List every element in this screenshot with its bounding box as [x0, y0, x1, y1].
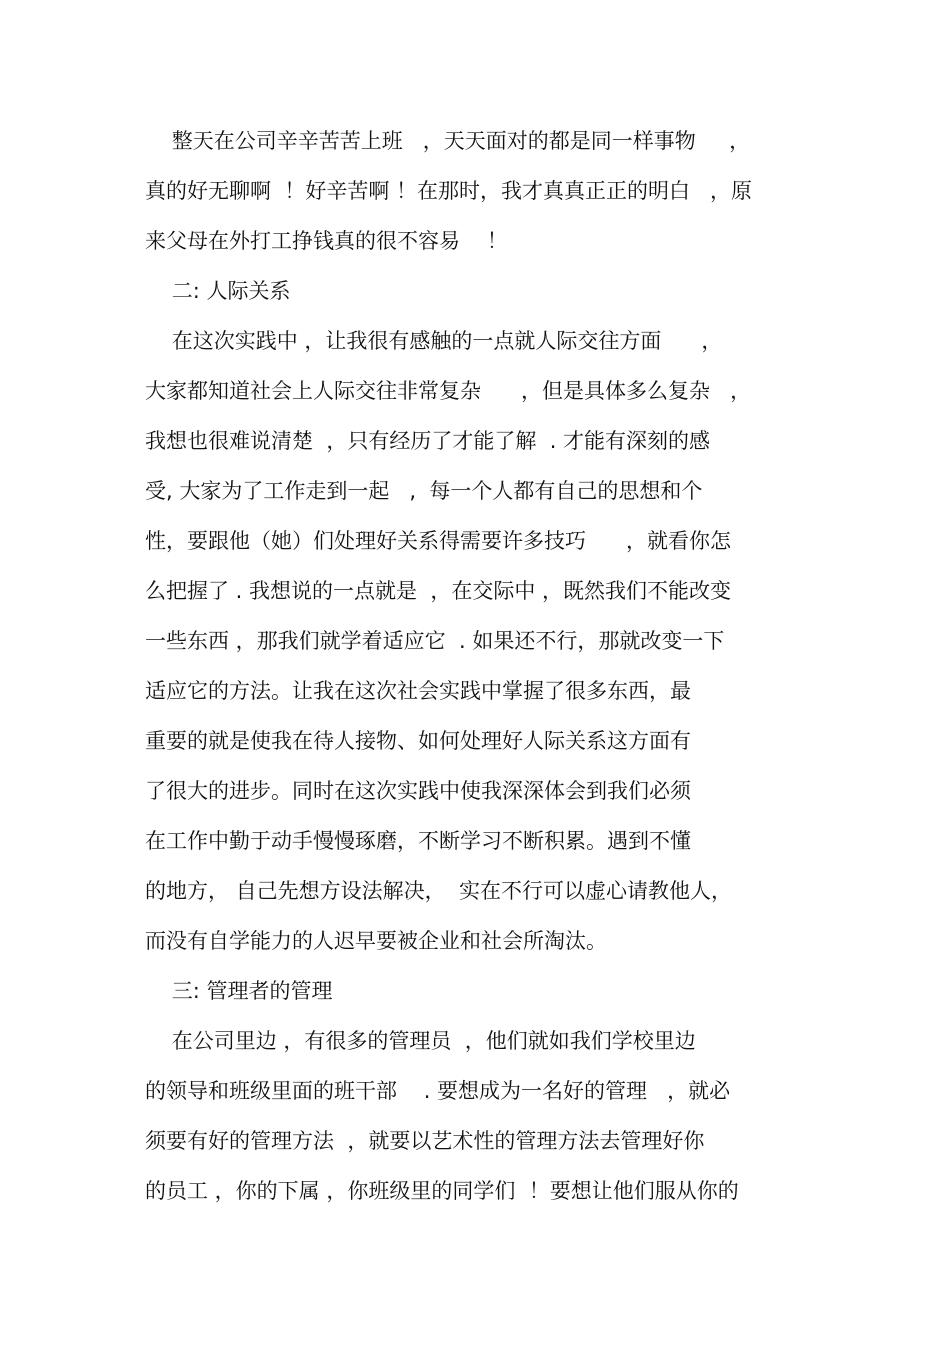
text-line-17: 而没有自学能力的人迟早要被企业和社会所淘汰。	[145, 929, 607, 953]
text-line-7: 我想也很难说清楚 ，只有经历了才能了解 . 才能有深刻的感	[145, 429, 711, 453]
text-line-2: 真的好无聊啊 ！好辛苦啊 ！在那时，我才真真正正的明白 ，原	[145, 179, 753, 203]
text-line-9: 性，要跟他（她）们处理好关系得需要许多技巧 ，就看你怎	[145, 529, 732, 553]
text-line-3: 来父母在外打工挣钱真的很不容易 ！	[145, 229, 508, 253]
section-heading-2: 二: 人际关系	[145, 279, 291, 303]
text-line-21: 须要有好的管理方法 ，就要以艺术性的管理方法去管理好你	[145, 1129, 705, 1153]
text-line-13: 重要的就是使我在待人接物、如何处理好人际关系这方面有	[145, 729, 691, 753]
text-line-1: 整天在公司辛辛苦苦上班 ，天天面对的都是同一样事物 ，	[145, 129, 751, 153]
text-line-5: 在这次实践中 ，让我很有感触的一点就人际交往方面 ，	[145, 329, 723, 353]
text-line-12: 适应它的方法。让我在这次社会实践中掌握了很多东西，最	[145, 679, 691, 703]
text-line-15: 在工作中勤于动手慢慢琢磨，不断学习不断积累。遇到不懂	[145, 829, 691, 853]
section-heading-3: 三: 管理者的管理	[145, 979, 333, 1003]
text-line-20: 的领导和班级里面的班干部 . 要想成为一名好的管理 ，就必	[145, 1079, 731, 1103]
text-line-19: 在公司里边 ，有很多的管理员 ，他们就如我们学校里边	[145, 1029, 696, 1053]
text-line-6: 大家都知道社会上人际交往非常复杂 ，但是具体多么复杂 ，	[145, 379, 752, 403]
text-line-16: 的地方， 自己先想方设法解决， 实在不行可以虚心请教他人，	[145, 879, 733, 903]
text-line-11: 一些东西 ，那我们就学着适应它 . 如果还不行，那就改变一下	[145, 629, 725, 653]
text-line-14: 了很大的进步。同时在这次实践中使我深深体会到我们必须	[145, 779, 691, 803]
text-line-10: 么把握了 . 我想说的一点就是 ，在交际中 ，既然我们不能改变	[145, 579, 732, 603]
text-line-22: 的员工 ，你的下属 ，你班级里的同学们 ！要想让他们服从你的	[145, 1179, 739, 1203]
text-line-8: 受, 大家为了工作走到一起 , 每一个人都有自己的思想和个	[145, 479, 703, 503]
